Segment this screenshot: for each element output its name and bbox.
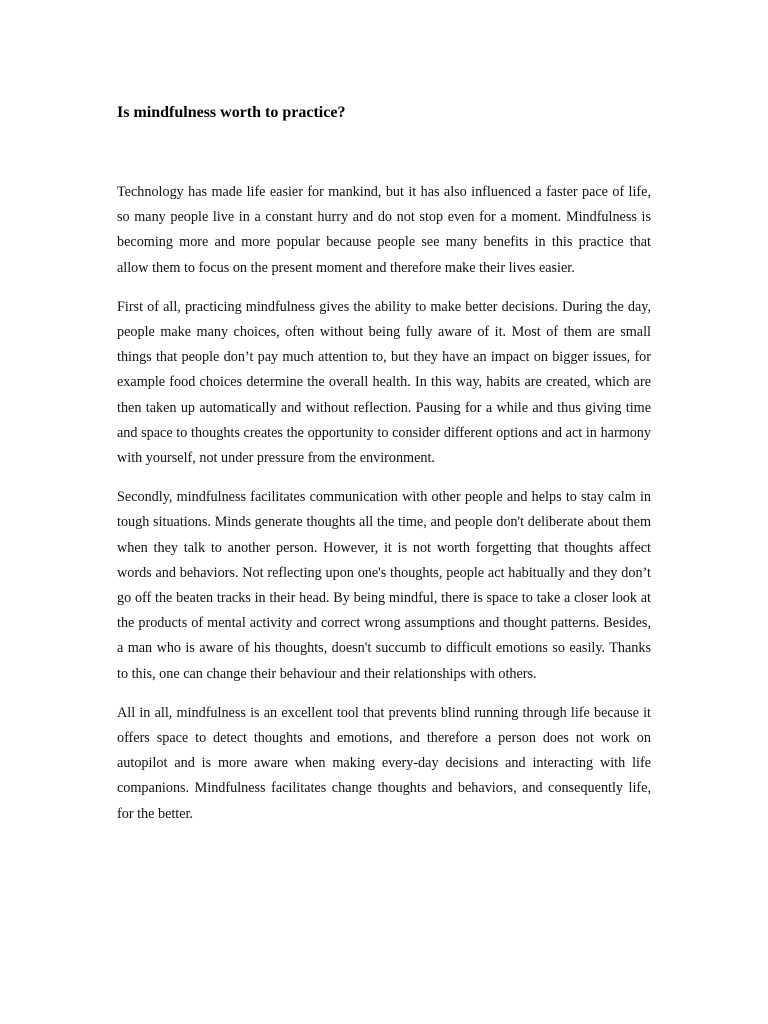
paragraph-communication: Secondly, mindfulness facilitates communication with other people and helps to stay calm in tough situations. Minds generate thoughts all the time, and people don't deliberate about them when they talk to another person. However, it is not worth forgetting that thoughts affect words and behaviors. Not reflecting upon one's thoughts, people act habitually and they don’t go off the beaten tracks in their head. By being mindful, there is space to take a closer look at the products of mental activity and correct wrong assumptions and thought patterns. Besides, a man who is aware of his thoughts, doesn't succumb to difficult emotions so easily. Thanks to this, one can change their behaviour and their relationships with others. (117, 489, 651, 682)
document-title: Is mindfulness worth to practice? (117, 104, 346, 121)
paragraph-conclusion: All in all, mindfulness is an excellent tool that prevents blind running through life because it offers space to detect thoughts and emotions, and therefore a person does not work on autopilot and is more aware when making every-day decisions and interacting with life companions. Mindfulness facilitates change thoughts and behaviors, and consequently life, for the better. (117, 704, 651, 822)
document-body (117, 180, 651, 841)
paragraph-intro: Technology has made life easier for mankind, but it has also influenced a faster pace of life, so many people live in a constant hurry and do not stop even for a moment. Mindfulness is becoming more and more popular because people see many benefits in this practice that allow them to focus on the present moment and therefore make their lives easier. (117, 184, 651, 276)
paragraph-decisions: First of all, practicing mindfulness gives the ability to make better decisions. During the day, people make many choices, often without being fully aware of it. Most of them are small things that people don’t pay much attention to, but they have an impact on bigger issues, for example food choices determine the overall health. In this way, habits are created, which are then taken up automatically and without reflection. Pausing for a while and thus giving time and space to thoughts creates the opportunity to consider different options and act in harmony with yourself, not under pressure from the environment. (117, 298, 651, 467)
